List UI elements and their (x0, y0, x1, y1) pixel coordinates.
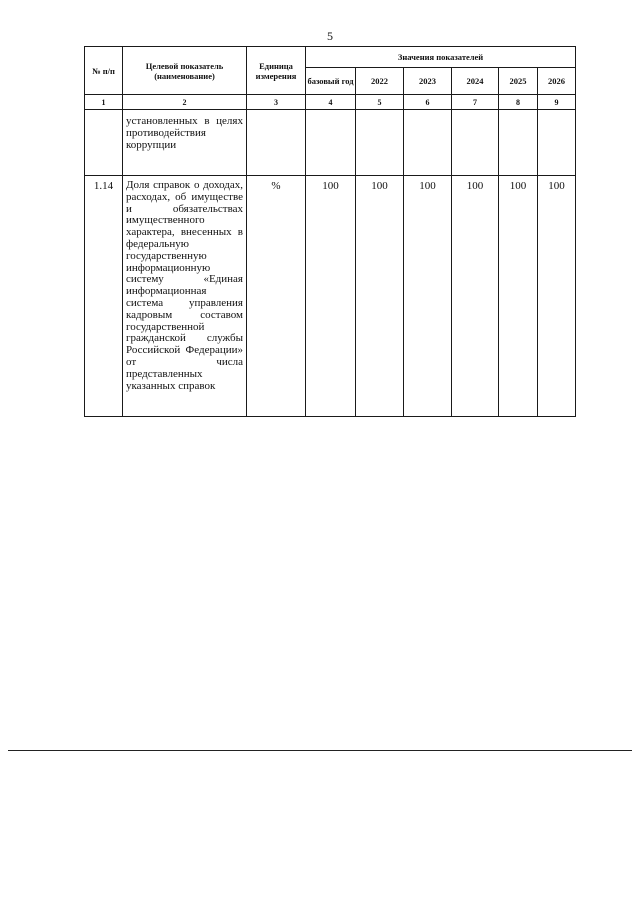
column-number: 6 (404, 95, 452, 110)
header-unit: Единица измерения (247, 47, 306, 95)
value-cell (306, 110, 356, 176)
target-indicators-table (84, 46, 576, 417)
value-cell: 100 (538, 176, 576, 417)
header-year: 2022 (356, 68, 404, 95)
value-cell (452, 110, 499, 176)
value-cell (499, 110, 538, 176)
column-number: 4 (306, 95, 356, 110)
header-base-year: базовый год (306, 68, 356, 95)
value-cell: 100 (452, 176, 499, 417)
value-cell (538, 110, 576, 176)
column-number: 3 (247, 95, 306, 110)
value-cell (356, 110, 404, 176)
row-number: 1.14 (85, 176, 123, 417)
value-cell: 100 (499, 176, 538, 417)
page-number: 5 (327, 29, 333, 43)
column-number: 2 (123, 95, 247, 110)
horizontal-rule (8, 750, 632, 751)
table-row-1-14 (85, 176, 576, 417)
column-number: 1 (85, 95, 123, 110)
row-number (85, 110, 123, 176)
indicator-name: Доля справок о доходах, расходах, об имуществе и обязательствах имущественного характера, внесенных в федеральную государственную информационную систему «Единая информационная система управления кадровым составом государственной гражданской службы Российской Федерации» от числа представленных указанных справок (123, 176, 247, 417)
table-row-continuation (85, 110, 576, 176)
column-number: 7 (452, 95, 499, 110)
value-cell: 100 (306, 176, 356, 417)
header-year: 2023 (404, 68, 452, 95)
value-cell (404, 110, 452, 176)
header-year: 2025 (499, 68, 538, 95)
header-indicator: Целевой показатель (наименование) (123, 47, 247, 95)
column-numbers-row (85, 95, 576, 110)
value-cell: 100 (356, 176, 404, 417)
header-year: 2024 (452, 68, 499, 95)
value-cell: 100 (404, 176, 452, 417)
indicator-name: установленных в целях противодействия коррупции (123, 110, 247, 176)
unit-cell: % (247, 176, 306, 417)
column-number: 5 (356, 95, 404, 110)
column-number: 8 (499, 95, 538, 110)
header-year: 2026 (538, 68, 576, 95)
column-number: 9 (538, 95, 576, 110)
header-values-group: Значения показателей (306, 47, 576, 68)
header-num: № п/п (85, 47, 123, 95)
unit-cell (247, 110, 306, 176)
